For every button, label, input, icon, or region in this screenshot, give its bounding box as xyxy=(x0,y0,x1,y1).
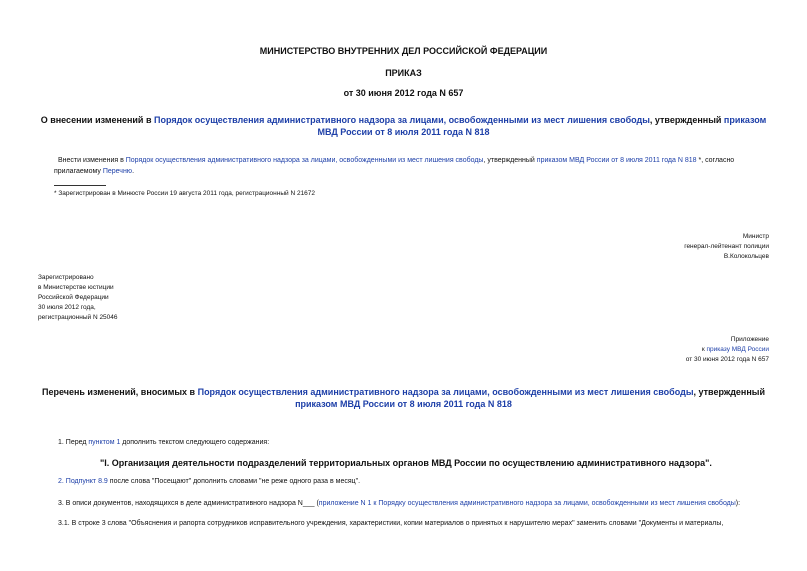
title-text: О внесении изменений в xyxy=(40,115,154,125)
item-1-text: 1. Перед xyxy=(58,439,89,446)
list-title-text-2: , утвержденный xyxy=(693,387,766,397)
item-3-appendix-link[interactable]: приложение N 1 к Порядку осуществления административного надзора за лицами, освобожденными из мест лишения свободы xyxy=(318,500,736,507)
list-title xyxy=(0,386,807,410)
appendix-order-link[interactable]: приказу МВД России xyxy=(706,346,769,353)
item-3-text: 3. В описи документов, находящихся в деле административного надзора N___ ( xyxy=(58,500,319,507)
footnote: * Зарегистрирован в Минюсте России 19 августа 2011 года, регистрационный N 21672 xyxy=(54,190,316,197)
registration-line: Зарегистрировано xyxy=(38,274,94,281)
ministry-heading: МИНИСТЕРСТВО ВНУТРЕННИХ ДЕЛ РОССИЙСКОЙ ФЕДЕРАЦИИ xyxy=(259,46,548,56)
appendix-date: от 30 июня 2012 года N 657 xyxy=(685,356,769,363)
registration-line: в Министерстве юстиции xyxy=(38,284,114,291)
item-2 xyxy=(58,476,360,487)
intro-text-5: . xyxy=(132,168,135,175)
appendix-ref xyxy=(686,345,769,355)
signature-rank: генерал-лейтенант полиции xyxy=(684,243,769,250)
signature-name: В.Колокольцев xyxy=(723,253,769,260)
item-1-text-2: дополнить текстом следующего содержания: xyxy=(120,439,270,446)
appendix-label: Приложение xyxy=(730,336,769,343)
registration-block xyxy=(38,273,118,323)
registration-line: регистрационный N 25046 xyxy=(38,314,118,321)
appendix-block xyxy=(686,335,769,365)
item-2-text: после слова "Посещают" дополнить словами "не реже одного раза в месяц". xyxy=(107,478,361,485)
signature-block xyxy=(684,232,769,262)
signature-title: Министр xyxy=(742,233,769,240)
item-3 xyxy=(58,498,740,509)
intro-text-3: *, согласно xyxy=(696,157,735,164)
item-1-point-link[interactable]: пунктом 1 xyxy=(88,439,121,446)
order-date: от 30 июня 2012 года N 657 xyxy=(343,88,464,98)
intro-order-link[interactable]: приказом МВД России от 8 июля 2011 года N 818 xyxy=(536,157,697,164)
item-2-subpoint-link[interactable]: 2. Подпункт 8.9 xyxy=(58,478,108,485)
intro-procedure-link[interactable]: Порядок осуществления административного надзора за лицами, освобожденными из мест лишения свободы xyxy=(125,157,484,164)
list-title-procedure-link[interactable]: Порядок осуществления административного надзора за лицами, освобожденными из мест лишения свободы xyxy=(197,387,694,397)
title-order-link[interactable]: приказом xyxy=(723,115,767,125)
item-3-1: 3.1. В строке 3 слова "Объяснения и рапорта сотрудников исправительного учреждения, характеристики, копии материалов о принятых к нарушителю мерах" заменить словами "Документы и материалы, xyxy=(58,520,724,527)
title-text-2: , утвержденный xyxy=(649,115,724,125)
intro-list-link[interactable]: Перечню xyxy=(102,168,133,175)
title-order-link-2[interactable]: МВД России от 8 июля 2011 года N 818 xyxy=(317,127,490,137)
footnote-divider xyxy=(54,185,106,186)
item-1 xyxy=(58,437,269,448)
intro-text-4: прилагаемому xyxy=(54,168,103,175)
list-title-order-link[interactable]: приказом МВД России от 8 июля 2011 года N 818 xyxy=(295,399,512,409)
registration-line: 30 июля 2012 года, xyxy=(38,304,96,311)
item-3-text-2: ): xyxy=(735,500,741,507)
list-title-text: Перечень изменений, вносимых в xyxy=(41,387,198,397)
registration-line: Российской Федерации xyxy=(38,294,109,301)
order-title xyxy=(0,114,807,138)
appendix-ref-text: к xyxy=(701,346,707,353)
order-heading: ПРИКАЗ xyxy=(385,68,422,78)
intro-text-2: , утвержденный xyxy=(483,157,537,164)
intro-text: Внести изменения в xyxy=(58,157,126,164)
intro-paragraph xyxy=(54,155,734,177)
title-procedure-link[interactable]: Порядок осуществления административного надзора за лицами, освобожденными из мест лишения свободы xyxy=(154,115,650,125)
item-1-quote: "I. Организация деятельности подразделений территориальных органов МВД России по осуществлению административного надзора". xyxy=(100,458,712,468)
